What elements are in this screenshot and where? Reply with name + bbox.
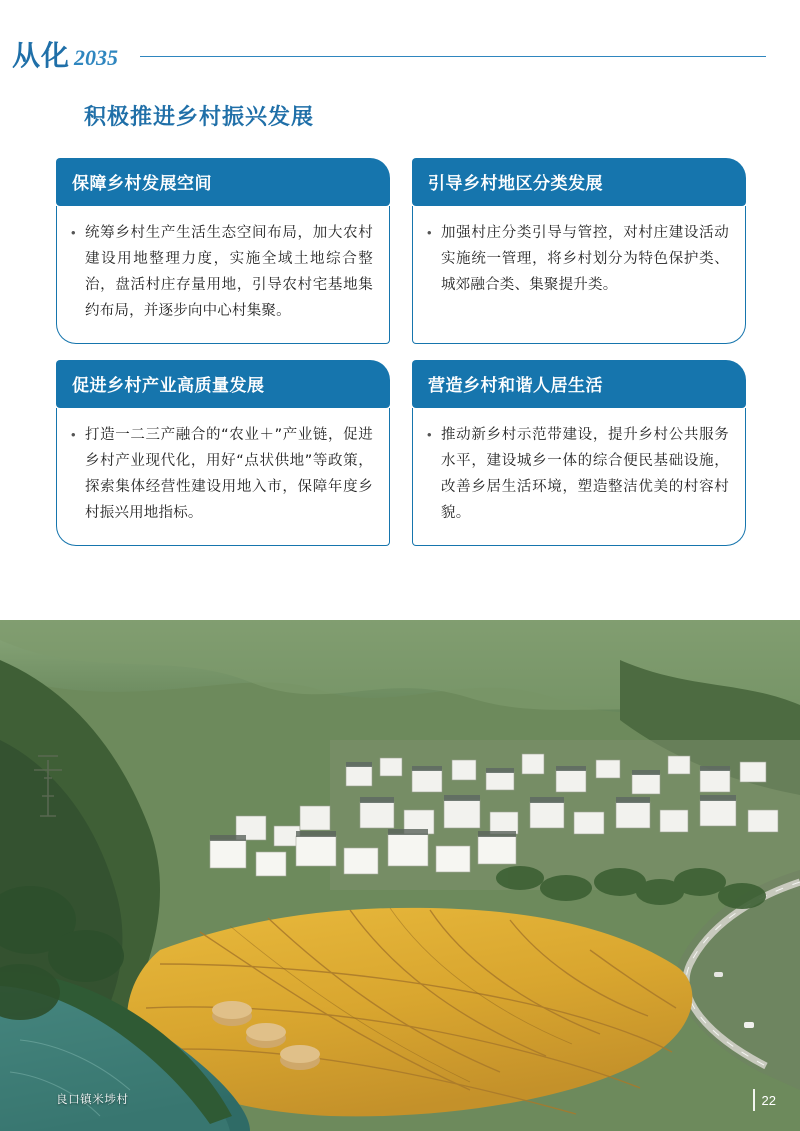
card-body <box>56 408 390 546</box>
card-baozhang-xiangcun-fazhan-kongjian <box>56 158 390 344</box>
page-header <box>0 34 800 74</box>
bullet-text: 统筹乡村生产生活生态空间布局，加大农村建设用地整理力度，实施全域土地综合整治，盘活村庄存量用地，引导农村宅基地集约布局，并逐步向中心村集聚。 <box>85 225 373 319</box>
photo-caption: 良口镇米埗村 <box>56 1092 129 1106</box>
brand-year: 2035 <box>74 45 119 70</box>
card-cujin-xiangcun-chanye-gaozhiliang-fazhan <box>56 360 390 546</box>
bullet-item <box>71 220 373 324</box>
bullet-dot-icon: • <box>427 427 432 442</box>
photo-illustration <box>0 620 800 1131</box>
bullet-text: 打造一二三产融合的“农业＋”产业链，促进乡村产业现代化，用好“点状供地”等政策，探索集体经营性建设用地入市，保障年度乡村振兴用地指标。 <box>85 427 373 521</box>
card-body <box>412 206 746 344</box>
page-number-value: 22 <box>761 1092 776 1108</box>
card-heading: 促进乡村产业高质量发展 <box>56 360 390 408</box>
card-heading: 保障乡村发展空间 <box>56 158 390 206</box>
bullet-item <box>71 422 373 526</box>
bullet-dot-icon: • <box>71 225 76 240</box>
card-yingzao-xiangcun-hexie-renju-shenghuo <box>412 360 746 546</box>
page-number <box>753 1089 776 1111</box>
brand-logo <box>12 34 118 74</box>
bullet-text: 推动新乡村示范带建设，提升乡村公共服务水平，建设城乡一体的综合便民基础设施，改善乡居生活环境，塑造整洁优美的村容村貌。 <box>441 427 729 521</box>
brand-name-cn: 从化 <box>12 39 71 72</box>
bullet-dot-icon: • <box>71 427 76 442</box>
card-body <box>56 206 390 344</box>
village-aerial-photo <box>0 620 800 1131</box>
bullet-item <box>427 422 729 526</box>
header-divider <box>140 56 766 57</box>
card-heading: 营造乡村和谐人居生活 <box>412 360 746 408</box>
card-heading: 引导乡村地区分类发展 <box>412 158 746 206</box>
card-grid <box>56 158 746 546</box>
card-yindao-xiangcun-diqu-fenlei-fazhan <box>412 158 746 344</box>
card-body <box>412 408 746 546</box>
bullet-text: 加强村庄分类引导与管控，对村庄建设活动实施统一管理，将乡村划分为特色保护类、城郊融合类、集聚提升类。 <box>441 225 729 293</box>
bullet-item <box>427 220 729 298</box>
page-number-tick-icon <box>753 1089 755 1111</box>
bullet-dot-icon: • <box>427 225 432 240</box>
page-title: 积极推进乡村振兴发展 <box>84 105 315 130</box>
